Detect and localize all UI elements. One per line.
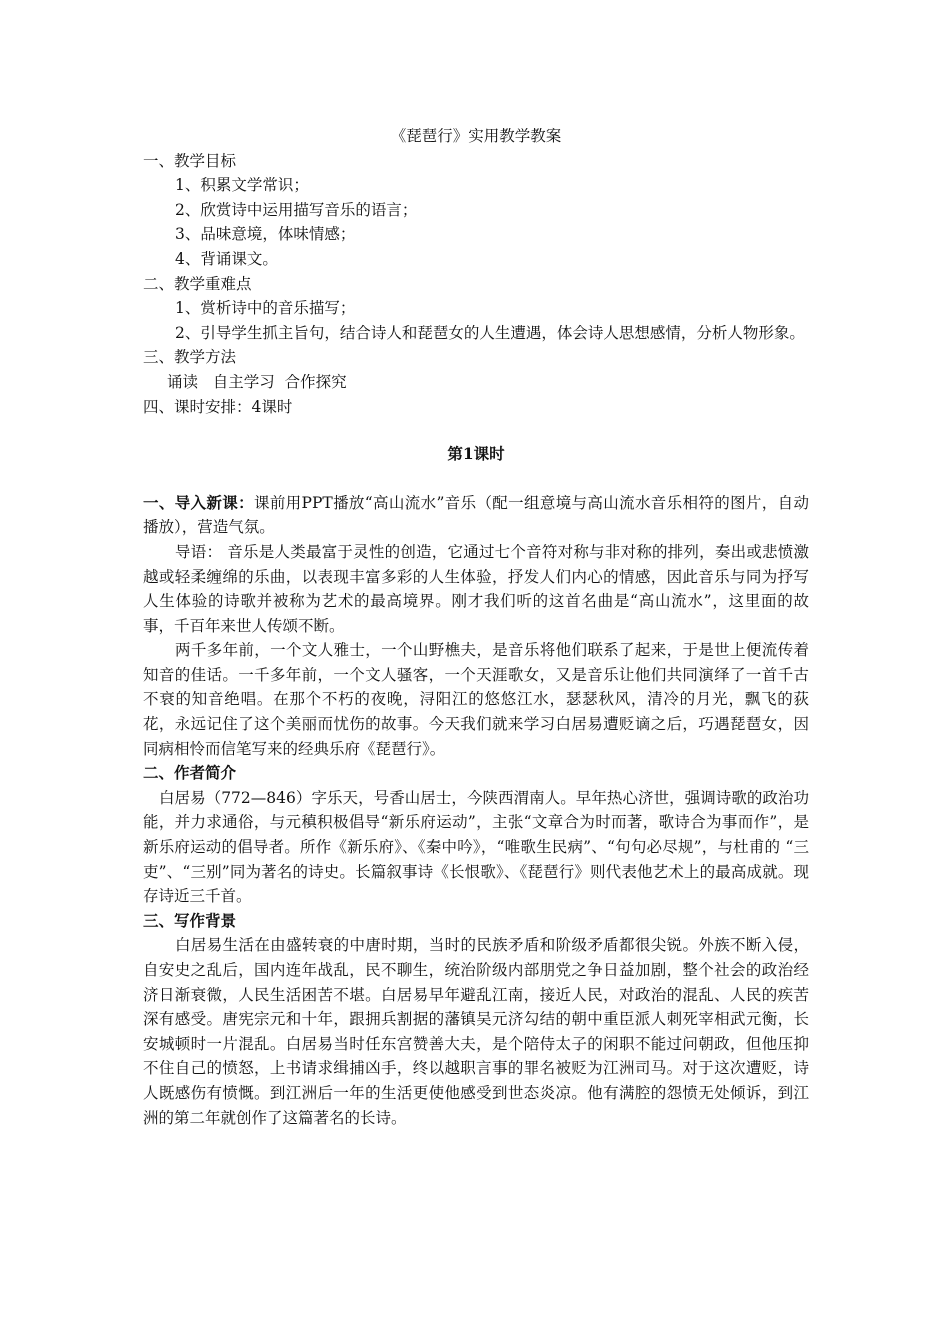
background-heading: 三、写作背景	[143, 910, 237, 930]
objective-item: 3、品味意境，体味情感；	[175, 225, 356, 244]
schedule-text: 四、课时安排：4课时	[143, 397, 293, 416]
methods-text: 诵读 自主学习 合作探究	[167, 372, 347, 391]
intro-heading: 一、导入新课：	[143, 492, 254, 512]
author-heading: 二、作者简介	[143, 763, 237, 783]
methods-heading: 三、教学方法	[143, 348, 237, 367]
objective-item: 2、欣赏诗中运用描写音乐的语言；	[175, 200, 418, 219]
background-paragraph: 白居易生活在由盛转衰的中唐时期，当时的民族矛盾和阶级矛盾都很尖锐。外族不断入侵，自安史之乱后，国内连年战乱，民不聊生，统治阶级内部朋党之争日益加剧，整个社会的政治经济日渐衰微，人民生活困苦不堪。白居易早年避乱江南，接近人民，对政治的混乱、人民的疾苦深有感受。唐宪宗元和十年，跟拥兵割据的藩镇吴元济勾结的朝中重臣派人刺死宰相武元衡，长安城顿时一片混乱。白居易当时任东宫赞善大夫，是个陪侍太子的闲职不能过问朝政，但他压抑不住自己的愤怒，上书请求缉捕凶手，终以越职言事的罪名被贬为江洲司马。对于这次遭贬，诗人既感伤有愤慨。到江洲后一年的生活更使他感受到世态炎凉。他有满腔的怨愤无处倾诉，到江洲的第二年就创作了这篇著名的长诗。	[143, 936, 809, 1127]
objective-item: 1、积累文学常识；	[175, 176, 309, 195]
objective-item: 4、背诵课文。	[175, 249, 278, 268]
key-point-item: 2、引导学生抓主旨句，结合诗人和琵琶女的人生遭遇，体会诗人思想感情，分析人物形象。	[175, 323, 805, 342]
author-paragraph: 白居易（772—846）字乐天，号香山居士，今陕西渭南人。早年热心济世，强调诗歌的政治功能，并力求通俗，与元稹积极倡导“新乐府运动”，主张“文章合为时而著，歌诗合为事而作”，是新乐府运动的倡导者。所作《新乐府》、《秦中吟》，“唯歌生民病”、“句句必尽规”，与杜甫的 “三吏”、“三别”同为著名的诗史。长篇叙事诗《长恨歌》、《琵琶行》则代表他艺术上的最高成就。现存诗近三千首。	[143, 788, 809, 906]
intro-text: 课前用PPT播放“高山流水”音乐（配一组意境与高山流水音乐相符的图片，自动播放），营造气氛。	[143, 493, 809, 537]
lesson-title: 第1课时	[447, 444, 505, 464]
key-point-item: 1、赏析诗中的音乐描写；	[175, 299, 356, 318]
document-page	[143, 124, 809, 1130]
objectives-heading: 一、教学目标	[143, 151, 237, 170]
intro-paragraph	[143, 491, 809, 540]
intro-body-paragraph: 导语： 音乐是人类最富于灵性的创造，它通过七个音符对称与非对称的排列，奏出或悲愤激越或轻柔缠绵的乐曲，以表现丰富多彩的人生体验，抒发人们内心的情感，因此音乐与同为抒写人生体验的诗歌并被称为艺术的最高境界。刚才我们听的这首名曲是“高山流水”，这里面的故事，千百年来世人传颂不断。	[143, 542, 809, 635]
intro-body-paragraph: 两千多年前，一个文人雅士，一个山野樵夫，是音乐将他们联系了起来，于是世上便流传着知音的佳话。一千多年前，一个文人骚客，一个天涯歌女，又是音乐让他们共同演绎了一首千古不衰的知音绝唱。在那个不朽的夜晚，浔阳江的悠悠江水，瑟瑟秋风，清冷的月光，飘飞的荻花，永远记住了这个美丽而忧伤的故事。今天我们就来学习白居易遭贬谪之后，巧遇琵琶女，因同病相怜而信笔写来的经典乐府《琵琶行》。	[143, 641, 809, 758]
document-title: 《琵琶行》实用教学教案	[390, 127, 562, 145]
key-points-heading: 二、教学重难点	[143, 274, 252, 293]
